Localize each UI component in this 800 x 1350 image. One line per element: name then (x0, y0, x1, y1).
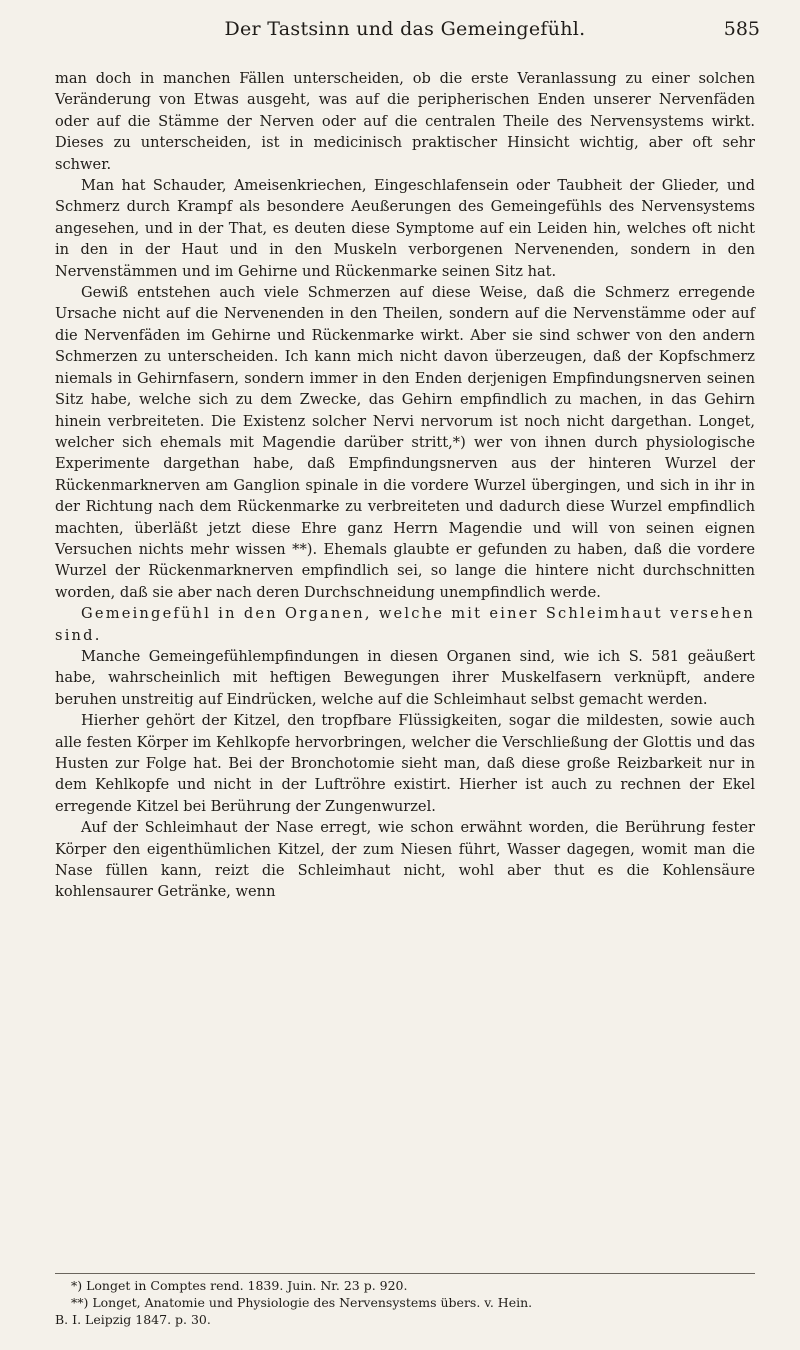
book-page (55, 18, 760, 903)
section-heading: Gemeingefühl in den Organen, welche mit einer Schleimhaut versehen sind. (55, 605, 755, 644)
paragraph: Hierher gehört der Kitzel, den tropfbare Flüssigkeiten, sogar die mildesten, sowie auch alle festen Körper im Kehlkopfe hervorbringen, welcher die Verschließung der Glottis und das Husten zur Folge hat. Bei der Bronchotomie sieht man, daß diese große Reizbarkeit nur in dem Kehlkopfe und nicht in der Luftröhre existirt. Hierher ist auch zu rechnen der Ekel erregende Kitzel bei Berührung der Zungenwurzel. (55, 712, 755, 815)
running-title: Der Tastsinn und das Gemeingefühl. (224, 18, 586, 40)
footnote-continuation: B. I. Leipzig 1847. p. 30. (55, 1312, 211, 1327)
paragraph: Manche Gemeingefühlempfindungen in diesen Organen sind, wie ich S. 581 geäußert habe, wahrscheinlich mit heftigen Bewegungen ihrer Muskelfasern verknüpft, andere beruhen unstreitig auf Eindrücken, welche auf die Schleimhaut selbst gemacht werden. (55, 647, 755, 708)
footnotes (55, 1273, 755, 1328)
running-head (55, 18, 760, 58)
page-number: 585 (723, 18, 760, 40)
paragraph: man doch in manchen Fällen unterscheiden, ob die erste Veranlassung zu einer solchen Veränderung von Etwas ausgeht, was auf die peripherischen Enden unserer Nervenfäden oder auf die Stämme der Nerven oder auf die centralen Theile des Nervensystems wirkt. Dieses zu unterscheiden, ist in medicinisch praktischer Hinsicht wichtig, aber oft sehr schwer. (55, 70, 755, 173)
paragraph: Auf der Schleimhaut der Nase erregt, wie schon erwähnt worden, die Berührung fester Körper den eigenthümlichen Kitzel, der zum Niesen führt, Wasser dagegen, womit man die Nase füllen kann, reizt die Schleimhaut nicht, wohl aber thut es die Kohlensäure kohlensaurer Getränke, wenn (55, 819, 755, 901)
body-text (55, 68, 755, 903)
paragraph: Gewiß entstehen auch viele Schmerzen auf diese Weise, daß die Schmerz erregende Ursache nicht auf die Nervenenden in den Theilen, sondern auf die Nervenstämme oder auf die Nervenfäden im Gehirne und Rückenmarke wirkt. Aber sie sind schwer von den andern Schmerzen zu unterscheiden. Ich kann mich nicht davon überzeugen, daß der Kopfschmerz niemals in Gehirnfasern, sondern immer in den Enden derjenigen Empfindungsnerven seinen Sitz habe, welche sich zu dem Zwecke, das Gehirn empfindlich zu machen, in das Gehirn hinein verbreiteten. Die Existenz solcher Nervi nervorum ist noch nicht dargethan. Longet, welcher sich ehemals mit Magendie darüber stritt,*) wer von ihnen durch physiologische Experimente dargethan habe, daß Empfindungsnerven aus der hinteren Wurzel der Rückenmarknerven am Ganglion spinale in die vordere Wurzel übergingen, und sich in ihr in der Richtung nach dem Rückenmarke zu verbreiteten und dadurch diese Wurzel empfindlich machten, überläßt jetzt diese Ehre ganz Herrn Magendie und will von seinen eignen Versuchen nichts mehr wissen **). Ehemals glaubte er gefunden zu haben, daß die vordere Wurzel der Rückenmarknerven empfindlich sei, so lange die hintere nicht durchschnitten worden, daß sie aber nach deren Durchschneidung unempfindlich werde. (55, 284, 755, 601)
paragraph: Man hat Schauder, Ameisenkriechen, Eingeschlafensein oder Taubheit der Glieder, und Schmerz durch Krampf als besondere Aeußerungen des Gemeingefühls des Nervensystems angesehen, und in der That, es deuten diese Symptome auf ein Leiden hin, welches oft nicht in den in der Haut und in den Muskeln verborgenen Nervenenden, sondern in den Nervenstämmen und im Gehirne und Rückenmarke seinen Sitz hat. (55, 177, 755, 280)
footnote: **) Longet, Anatomie und Physiologie des Nervensystems übers. v. Hein. (71, 1295, 533, 1310)
footnote: *) Longet in Comptes rend. 1839. Juin. Nr. 23 p. 920. (71, 1278, 408, 1293)
